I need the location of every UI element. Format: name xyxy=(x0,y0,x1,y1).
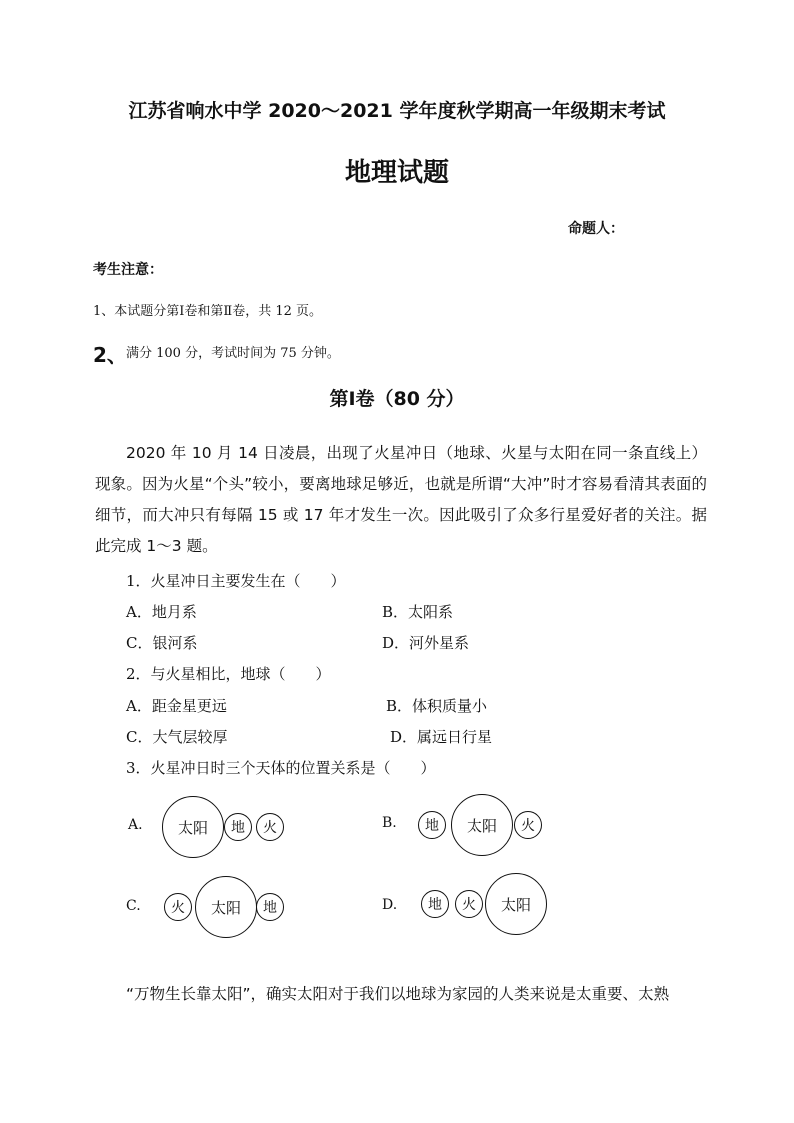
passage-text: 2020 年 10 月 14 日凌晨，出现了火星冲日（地球、火星与太阳在同一条直线上）现象。因为火星“个头”较小，要离地球足够近，也就是所谓“大冲”时才容易看清其表面的细节，而大冲只有每隔 15 或 17 年才发生一次。因此吸引了众多行星爱好者的关注。据此完成 1～3 题。 xyxy=(95,444,707,555)
diagram-b-sun: 太阳 xyxy=(451,794,513,856)
question-1-option-d: D．河外星系 xyxy=(382,634,470,652)
question-2-option-d: D．属远日行星 xyxy=(390,728,493,746)
diagram-a-mars: 火 xyxy=(256,813,284,841)
notice-item-2-text: 满分 100 分，考试时间为 75 分钟。 xyxy=(126,346,340,361)
next-passage-text: “万物生长靠太阳”，确实太阳对于我们以地球为家园的人类来说是太重要、太熟 xyxy=(126,985,670,1003)
notice-item-2-number: 2、 xyxy=(93,343,127,367)
notice-heading: 考生注意： xyxy=(93,262,163,278)
diagram-c-earth: 地 xyxy=(256,893,284,921)
question-2-option-c: C．大气层较厚 xyxy=(126,728,228,746)
author-label: 命题人： xyxy=(568,221,624,237)
diagram-d-mars: 火 xyxy=(455,890,483,918)
diagram-b-mars: 火 xyxy=(514,811,542,839)
question-3-stem: 3．火星冲日时三个天体的位置关系是（ ） xyxy=(126,759,436,777)
diagram-a-sun: 太阳 xyxy=(162,796,224,858)
exam-school-title: 江苏省响水中学 2020～2021 学年度秋学期高一年级期末考试 xyxy=(128,100,666,122)
question-1-stem: 1．火星冲日主要发生在（ ） xyxy=(126,572,346,590)
question-1-option-b: B．太阳系 xyxy=(382,603,454,621)
diagram-d-earth: 地 xyxy=(421,890,449,918)
notice-item-1: 1、本试题分第Ⅰ卷和第Ⅱ卷，共 12 页。 xyxy=(93,304,323,319)
question-3-option-b-label: B. xyxy=(382,815,397,831)
diagram-c-sun: 太阳 xyxy=(195,876,257,938)
diagram-a-earth: 地 xyxy=(224,813,252,841)
diagram-c-mars: 火 xyxy=(164,893,192,921)
reading-passage xyxy=(95,438,707,562)
question-3-option-a-label: A. xyxy=(128,817,143,833)
question-3-option-c-label: C. xyxy=(126,898,141,914)
question-3-option-d-label: D. xyxy=(382,897,398,913)
diagram-d-sun: 太阳 xyxy=(485,873,547,935)
question-1-option-a: A．地月系 xyxy=(126,603,197,621)
question-2-stem: 2．与火星相比，地球（ ） xyxy=(126,665,331,683)
question-2-option-b: B．体积质量小 xyxy=(386,697,488,715)
next-passage xyxy=(95,982,707,1004)
question-1-option-c: C．银河系 xyxy=(126,634,198,652)
exam-subject-title: 地理试题 xyxy=(344,158,449,188)
question-2-option-a: A．距金星更远 xyxy=(126,697,227,715)
diagram-b-earth: 地 xyxy=(418,811,446,839)
section-title: 第Ⅰ卷（80 分） xyxy=(329,388,465,410)
